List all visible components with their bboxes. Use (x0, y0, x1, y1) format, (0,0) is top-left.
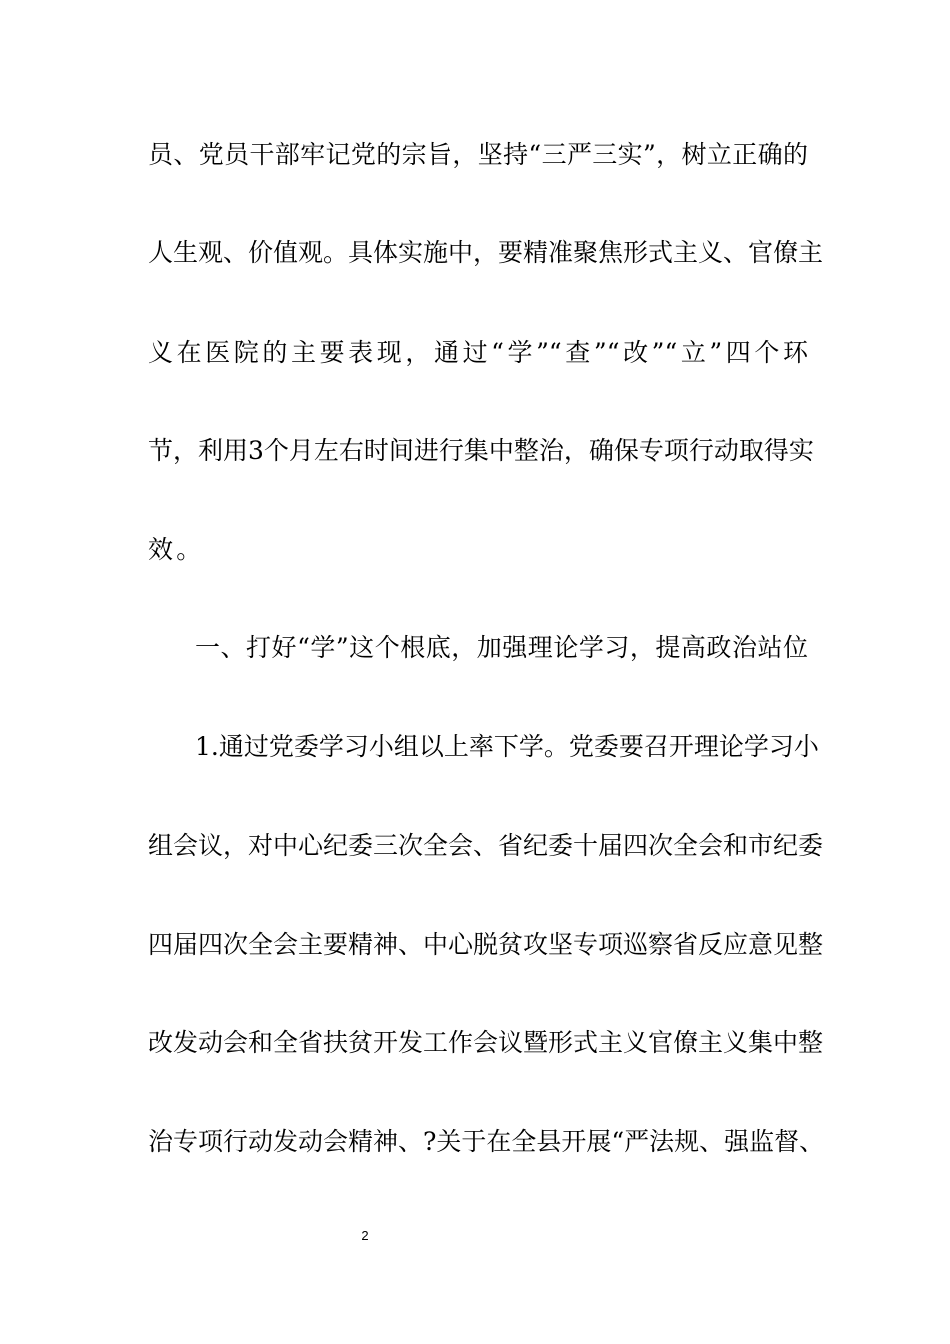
text-line-3: 义在医院的主要表现，通过“学”“查”“改”“立”四个环 (148, 338, 808, 367)
text-line-5: 效。 (148, 535, 205, 564)
text-line-2: 人生观、价值观。具体实施中，要精准聚焦形式主义、官僚主 (148, 238, 824, 267)
text-line-11: 治专项行动发动会精神、?关于在全县开展“严法规、强监督、 (148, 1127, 825, 1156)
text-line-7: 1.通过党委学习小组以上率下学。党委要召开理论学习小 (195, 732, 819, 761)
text-line-1: 员、党员干部牢记党的宗旨，坚持“三严三实”，树立正确的 (148, 140, 808, 169)
text-line-8: 组会议，对中心纪委三次全会、省纪委十届四次全会和市纪委 (148, 831, 824, 860)
page-number: 2 (361, 1228, 369, 1243)
section-heading: 一、打好“学”这个根底，加强理论学习，提高政治站位 (195, 633, 808, 662)
text-line-9: 四届四次全会主要精神、中心脱贫攻坚专项巡察省反应意见整 (148, 930, 824, 959)
text-line-4: 节，利用3个月左右时间进行集中整治，确保专项行动取得实 (148, 436, 814, 465)
text-line-10: 改发动会和全省扶贫开发工作会议暨形式主义官僚主义集中整 (148, 1028, 824, 1057)
